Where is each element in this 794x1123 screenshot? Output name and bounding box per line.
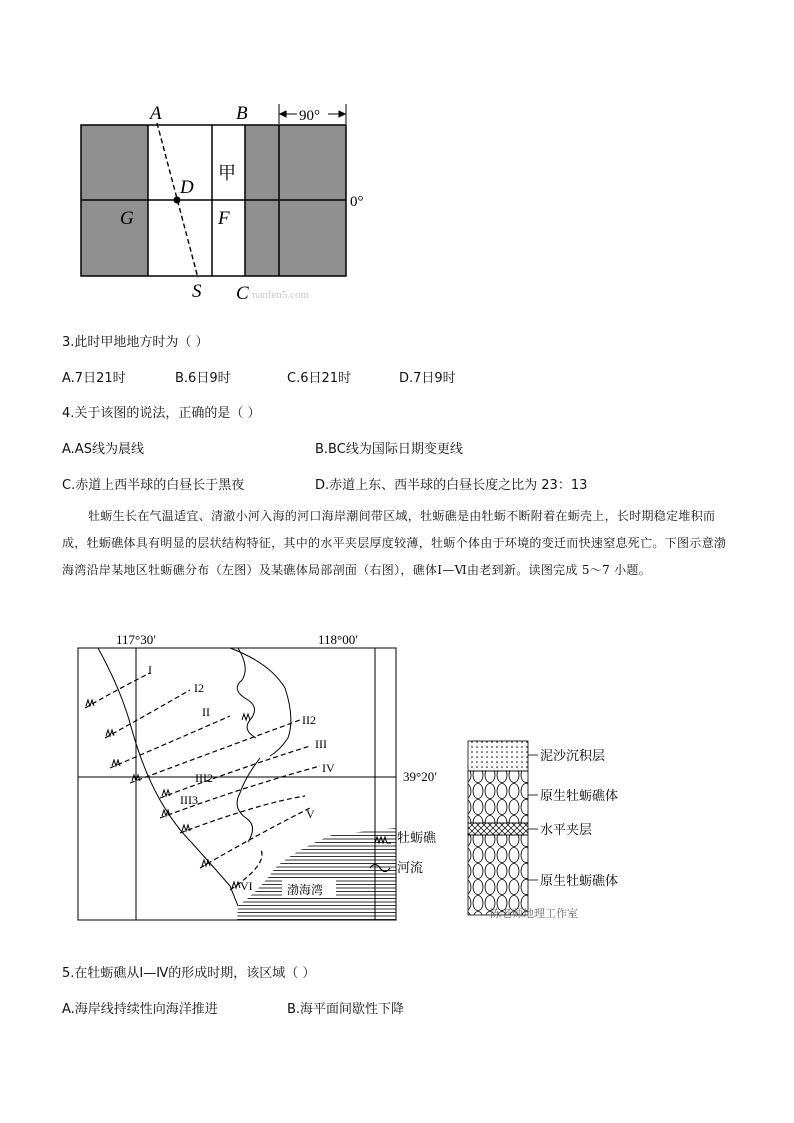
reef-label-iv: IV — [322, 761, 335, 775]
q3-stem: 3.此时甲地地方时为（ ） — [62, 335, 209, 350]
reef-line-4 — [130, 720, 300, 783]
lat-label: 39°20′ — [403, 769, 438, 784]
label-a: A — [150, 103, 162, 124]
reef-layer-upper — [468, 771, 528, 823]
profile-watermark: 陈老师地理工作室 — [490, 908, 578, 920]
q4-option-c: C.赤道上西半球的白昼长于黑夜 — [62, 478, 245, 493]
reef-label-iii3: III3 — [180, 793, 198, 807]
label-d: D — [180, 177, 194, 198]
layer-label-interlayer: 水平夹层 — [540, 822, 593, 837]
figure-daylight-map — [70, 96, 380, 308]
q3-option-a: A.7日21时 — [62, 371, 126, 386]
label-g: G — [120, 208, 134, 229]
reef-label-v: V — [306, 807, 315, 821]
lon-label-1: 117°30′ — [116, 632, 157, 647]
reef-label-i2: I2 — [194, 681, 204, 695]
reef-line-1 — [85, 673, 150, 708]
watermark: nanfen5.com — [252, 289, 310, 301]
reef-label-ii2: II2 — [302, 713, 316, 727]
q3-option-b: B.6日9时 — [175, 371, 231, 386]
q4-option-b: B.BC线为国际日期变更线 — [315, 442, 463, 457]
passage-text: 牡蛎生长在气温适宜、清澈小河入海的河口海岸潮间带区域，牡蛎礁是由牡蛎不断附着在蛎壳上，长时期稳定堆积而成，牡蛎礁体具有明显的层状结构特征，其中的水平夹层厚度较薄，牡蛎个体由于环境的变迁而快速窒息死亡。下图示意渤海湾沿岸某地区牡蛎礁分布（左图）及某礁体局部剖面（右图），礁体Ⅰ—Ⅵ由老到新。读图完成 5～7 小题。 — [62, 509, 727, 577]
label-b: B — [236, 103, 248, 124]
reef-label-iii2: III2 — [195, 771, 213, 785]
label-jia: 甲 — [218, 163, 236, 183]
reef-line-5 — [160, 746, 310, 798]
reef-mark — [106, 730, 114, 736]
q5-stem: 5.在牡蛎礁从Ⅰ—Ⅳ的形成时期，该区域（ ） — [62, 966, 316, 981]
q4-option-d: D.赤道上东、西半球的白昼长度之比为 23：13 — [315, 478, 588, 493]
q3-option-d: D.7日9时 — [399, 371, 456, 386]
coastline-east — [230, 648, 291, 756]
reef-mark — [86, 700, 94, 706]
oyster-reef-map — [70, 628, 510, 928]
reef-layer-lower — [468, 835, 528, 915]
q5-option-b: B.海平面间歇性下降 — [287, 1002, 405, 1017]
layer-label-reef-lower: 原生牡蛎礁体 — [540, 873, 619, 888]
bay-label: 渤海湾 — [287, 883, 324, 897]
q3-option-c: C.6日21时 — [287, 371, 352, 386]
layer-label-sediment: 泥沙沉积层 — [540, 748, 606, 763]
river-1 — [237, 648, 256, 738]
reef-mark — [202, 860, 210, 866]
label-s: S — [192, 281, 202, 302]
reef-line-2 — [105, 690, 190, 738]
label-f: F — [218, 208, 230, 229]
reef-label-i: I — [148, 663, 152, 677]
q5-option-a: A.海岸线持续性向海洋推进 — [62, 1002, 218, 1017]
reef-mark — [112, 760, 120, 766]
reef-line-3 — [110, 716, 230, 768]
label-90: 90° — [299, 108, 320, 124]
layer-label-reef-upper: 原生牡蛎礁体 — [540, 788, 619, 803]
legend-reef-label: 牡蛎礁 — [397, 830, 437, 845]
reef-label-iii: III — [315, 737, 327, 751]
q4-option-a: A.AS线为晨线 — [62, 442, 144, 457]
reef-mark — [242, 714, 250, 720]
sediment-layer — [468, 741, 528, 771]
bohai-bay-sea — [237, 828, 396, 920]
horizontal-interlayer — [468, 823, 528, 835]
river-2 — [237, 758, 260, 842]
legend-river-label: 河流 — [397, 860, 424, 875]
label-0deg: 0° — [350, 194, 364, 210]
reef-profile-section — [460, 735, 660, 925]
reef-label-ii: II — [202, 705, 210, 719]
reef-label-vi: VI — [240, 879, 253, 893]
label-c: C — [236, 283, 249, 304]
q4-stem: 4.关于该图的说法，正确的是（ ） — [62, 406, 261, 421]
lon-label-2: 118°00′ — [318, 632, 359, 647]
